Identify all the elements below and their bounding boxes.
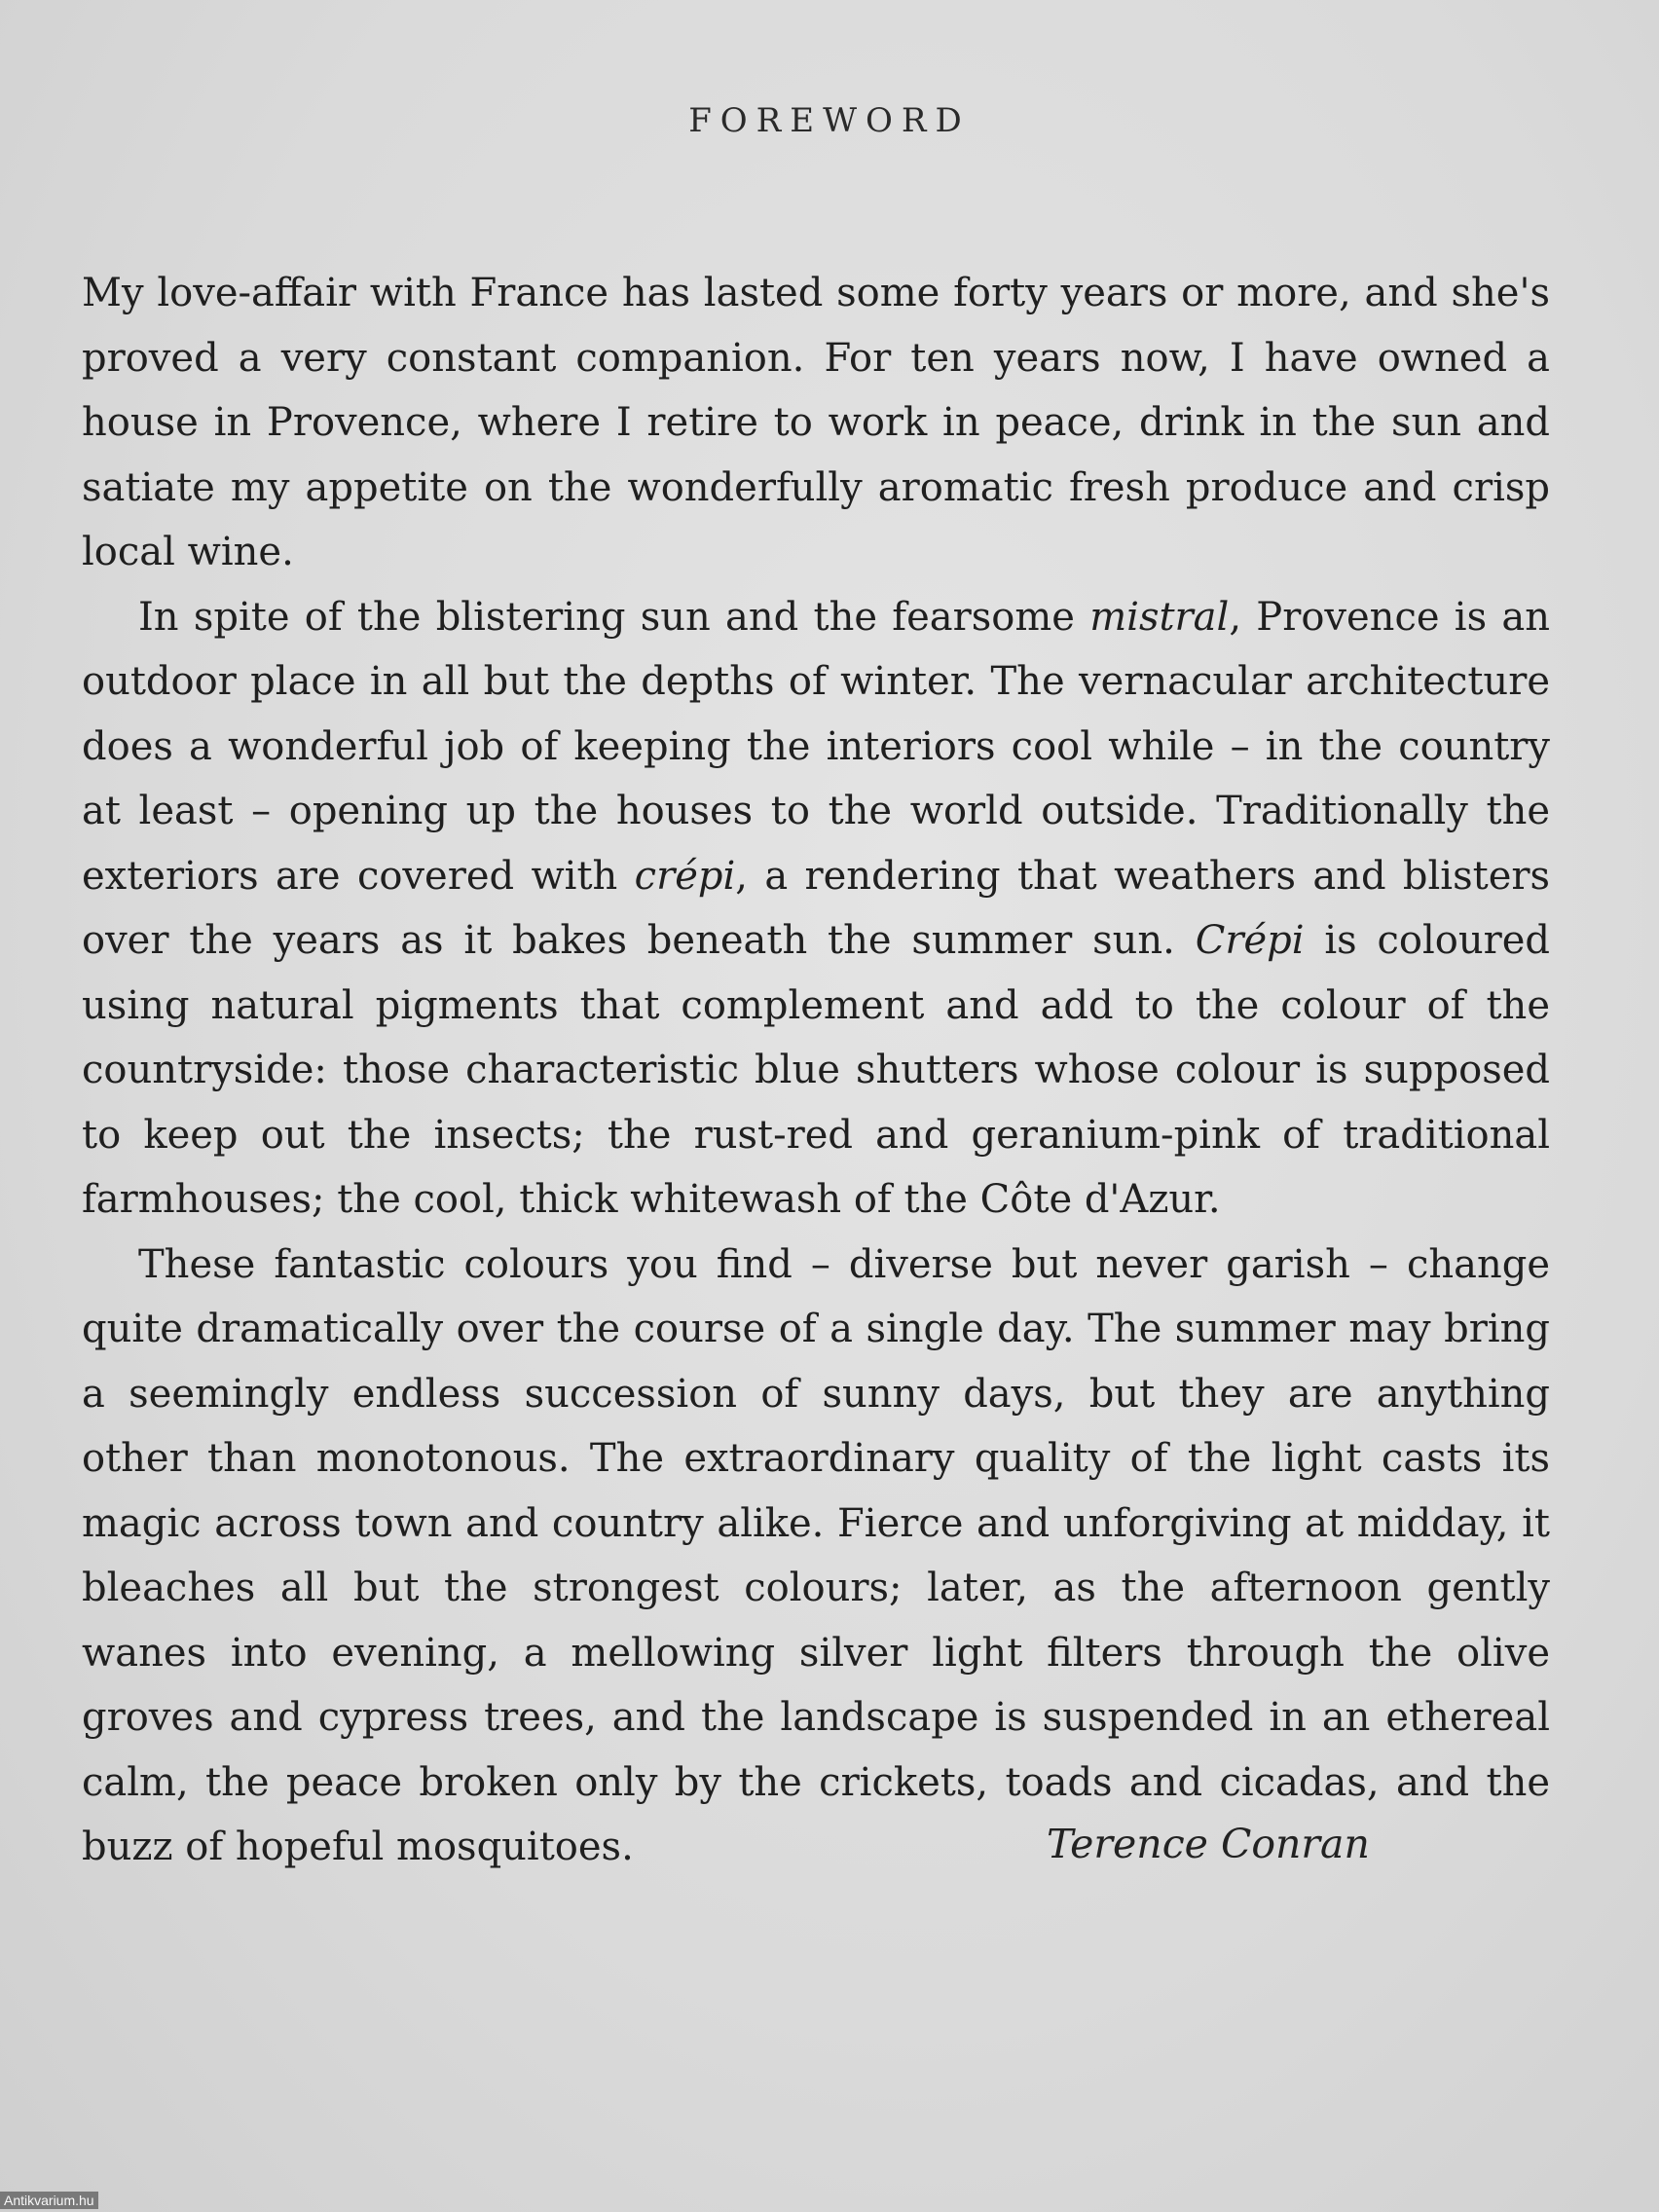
paragraph-2-text-b: , Provence is an outdoor place in all but the depths of winter. The vernacular architecture does a wonderful job of keeping the interiors cool while – in the country at least – opening up the houses to the world outside. Traditionally the exteriors are covered with xyxy=(82,594,1550,899)
paragraph-3-text: These fantastic colours you find – diverse but never garish – change quite dramatically over the course of a single day. The summer may bring a seemingly endless succession of sunny days, but they are anything other than monotonous. The extraordinary quality of the light casts its magic across town and country alike. Fierce and unforgiving at midday, it bleaches all but the strongest colours; later, as the afternoon gently wanes into evening, a mellowing silver light filters through the olive groves and cypress trees, and the landscape is suspended in an ethereal calm, the peace broken only by the crickets, toads and cicadas, and the buzz of hopeful mosquitoes. xyxy=(82,1241,1550,1869)
paragraph-3 xyxy=(82,1233,1550,1880)
watermark-label: Antikvarium.hu xyxy=(0,2192,98,2209)
paragraph-2 xyxy=(82,585,1550,1233)
italic-term-crepi: crépi xyxy=(634,853,736,899)
page-title: FOREWORD xyxy=(688,101,971,140)
paragraph-1 xyxy=(82,261,1550,585)
italic-term-mistral: mistral xyxy=(1089,594,1230,640)
foreword-body xyxy=(82,261,1550,1880)
italic-term-crepi-capital: Crépi xyxy=(1195,918,1305,963)
author-signature: Terence Conran xyxy=(1047,1821,1370,1867)
paragraph-2-text-d: is coloured using natural pigments that complement and add to the colour of the countryside: those characteristic blue shutters whose colour is supposed to keep out the insects; the rust-red and geranium-pink of traditional farmhouses; the cool, thick whitewash of the Côte d'Azur. xyxy=(82,918,1550,1222)
paragraph-1-text: My love-affair with France has lasted some forty years or more, and she's proved a very constant companion. For ten years now, I have owned a house in Provence, where I retire to work in peace, drink in the sun and satiate my appetite on the wonderfully aromatic fresh produce and crisp local wine. xyxy=(82,271,1550,574)
paragraph-2-text-c: , a rendering that weathers and blisters over the years as it bakes beneath the summer sun. xyxy=(82,853,1551,963)
paragraph-2-text-a: In spite of the blistering sun and the fearsome xyxy=(138,594,1090,640)
